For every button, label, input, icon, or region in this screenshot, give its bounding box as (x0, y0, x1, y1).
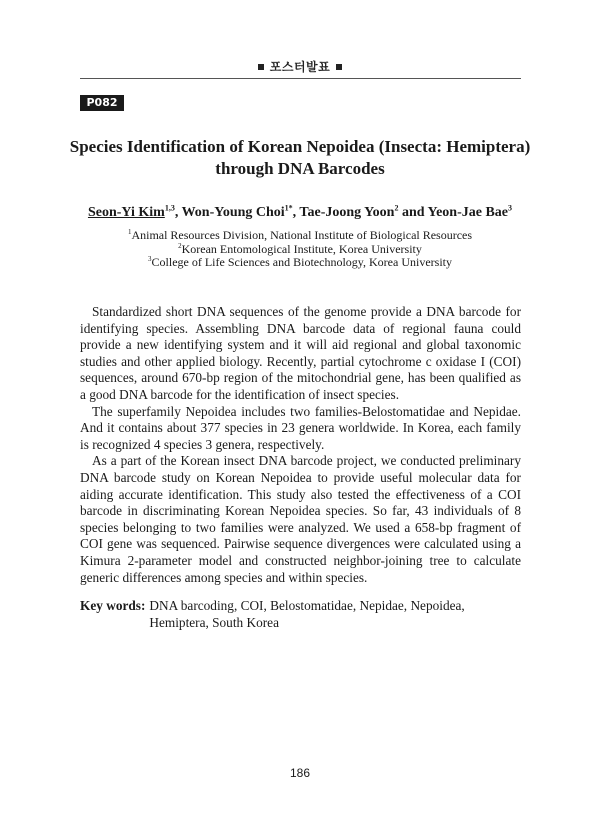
keywords (80, 598, 521, 631)
abstract-paragraph: The superfamily Nepoidea includes two families-Belostomatidae and Nepidae. And it contains about 377 species in 23 genera worldwide. In Korea, each family is recognized 4 species 3 genera, respectively. (80, 403, 521, 452)
author-name: Won-Young Choi (181, 205, 285, 220)
section-title: 포스터발표 (269, 60, 331, 74)
title-line-2: through DNA Barcodes (215, 159, 385, 178)
affiliation-list (40, 229, 560, 270)
author-list (40, 205, 560, 221)
affiliation-marker: 2 (178, 241, 182, 250)
keywords-label: Key words: (80, 598, 146, 613)
author-name: Yeon-Jae Bae (427, 205, 509, 220)
affiliation (40, 229, 560, 243)
affiliation-text: College of Life Sciences and Biotechnology, Korea University (151, 255, 452, 269)
author-name: Tae-Joong Yoon (299, 205, 395, 220)
affiliation-text: Animal Resources Division, National Institute of Biological Resources (131, 228, 473, 242)
affiliation-marker: 3 (148, 255, 152, 263)
header-divider (80, 78, 521, 79)
author-affiliation-marker: 2 (394, 203, 399, 213)
square-bullet-icon (258, 64, 264, 70)
author-affiliation-marker: 1* (284, 203, 293, 213)
affiliation-text: Korean Entomological Institute, Korea University (181, 241, 422, 256)
author-affiliation-marker: 3 (508, 203, 513, 213)
affiliation-marker: 1 (127, 228, 132, 236)
author-separator: , (292, 205, 300, 220)
abstract (80, 304, 521, 586)
author-separator: , (174, 205, 182, 220)
author-separator: and (398, 205, 428, 220)
author-affiliation-marker: 1,3 (164, 203, 175, 213)
title-line-1: Species Identification of Korean Nepoidea (Insecta: Hemiptera) (69, 137, 531, 156)
page-number: 186 (289, 766, 311, 780)
paper-title (60, 136, 540, 180)
square-bullet-icon (336, 64, 342, 70)
abstract-paragraph: Standardized short DNA sequences of the genome provide a DNA barcode for identifying species. Assembling DNA barcode data of regional fauna could provide a new identifying system and it will aid regional and global taxonomic studies and other applied biology. Recently, partial cytochrome c oxidase I (COI) sequences, around 670-bp region of the mitochondrial gene, has been qualified as a good DNA barcode for the identification of insect species. (80, 304, 521, 402)
section-header (0, 58, 600, 75)
affiliation (40, 256, 560, 270)
author-name: Seon-Yi Kim (87, 205, 165, 220)
poster-id-badge: P082 (80, 95, 124, 111)
abstract-paragraph: As a part of the Korean insect DNA barcode project, we conducted preliminary DNA barcode study on Korean Nepoidea to provide useful molecular data for aiding accurate identification. This study also tested the effectiveness of a COI barcode in discriminating Korean Nepoidea species. So far, 43 individuals of 8 species belonging to two families were analyzed. We used a 658-bp fragment of COI gene was sequenced. Pairwise sequence divergences were calculated using a Kimura 2-parameter model and constructed neighbor-joining tree to calculate generic differences among species and within species. (80, 453, 521, 585)
affiliation (40, 243, 560, 257)
keywords-text: DNA barcoding, COI, Belostomatidae, Nepidae, Nepoidea, Hemiptera, South Korea (149, 598, 465, 630)
